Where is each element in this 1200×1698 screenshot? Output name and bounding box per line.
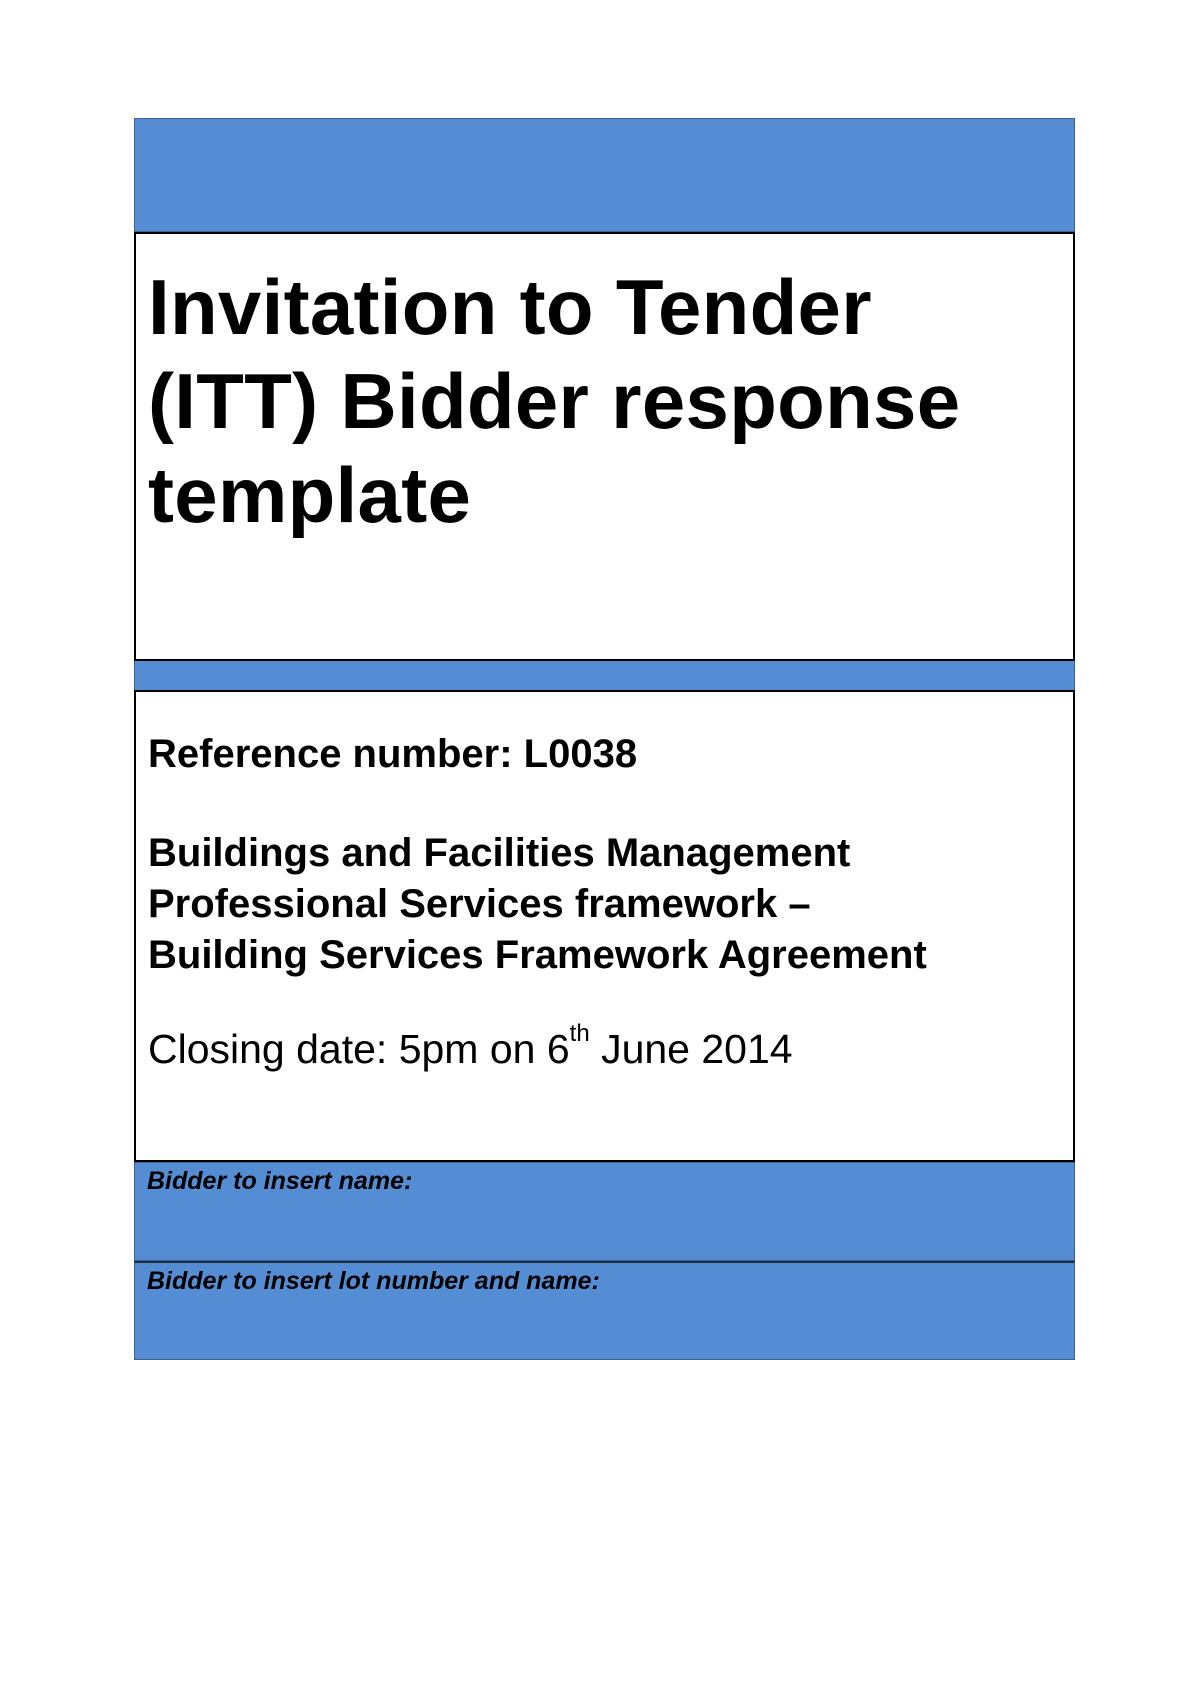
closing-date-rest: June 2014 xyxy=(589,1026,793,1072)
info-box xyxy=(134,690,1075,1162)
framework-line-3: Building Services Framework Agreement xyxy=(148,933,927,977)
bidder-name-field[interactable] xyxy=(134,1162,1075,1261)
closing-date-prefix: Closing date: 5pm on 6 xyxy=(148,1026,570,1072)
closing-date-ordinal: th xyxy=(569,1020,590,1047)
middle-color-band xyxy=(134,661,1075,690)
bidder-name-label: Bidder to insert name: xyxy=(147,1167,413,1195)
framework-name xyxy=(148,828,1063,981)
framework-line-2: Professional Services framework – xyxy=(148,882,811,926)
lot-number-field[interactable] xyxy=(134,1261,1075,1360)
document-title: Invitation to Tender (ITT) Bidder response template xyxy=(148,263,961,539)
title-box xyxy=(134,232,1075,661)
reference-number: Reference number: L0038 xyxy=(148,732,638,776)
cover-page xyxy=(134,118,1075,1360)
top-color-band xyxy=(134,118,1075,232)
lot-number-label: Bidder to insert lot number and name: xyxy=(147,1267,600,1295)
closing-date xyxy=(148,1020,1063,1075)
framework-line-1: Buildings and Facilities Management xyxy=(148,831,851,875)
